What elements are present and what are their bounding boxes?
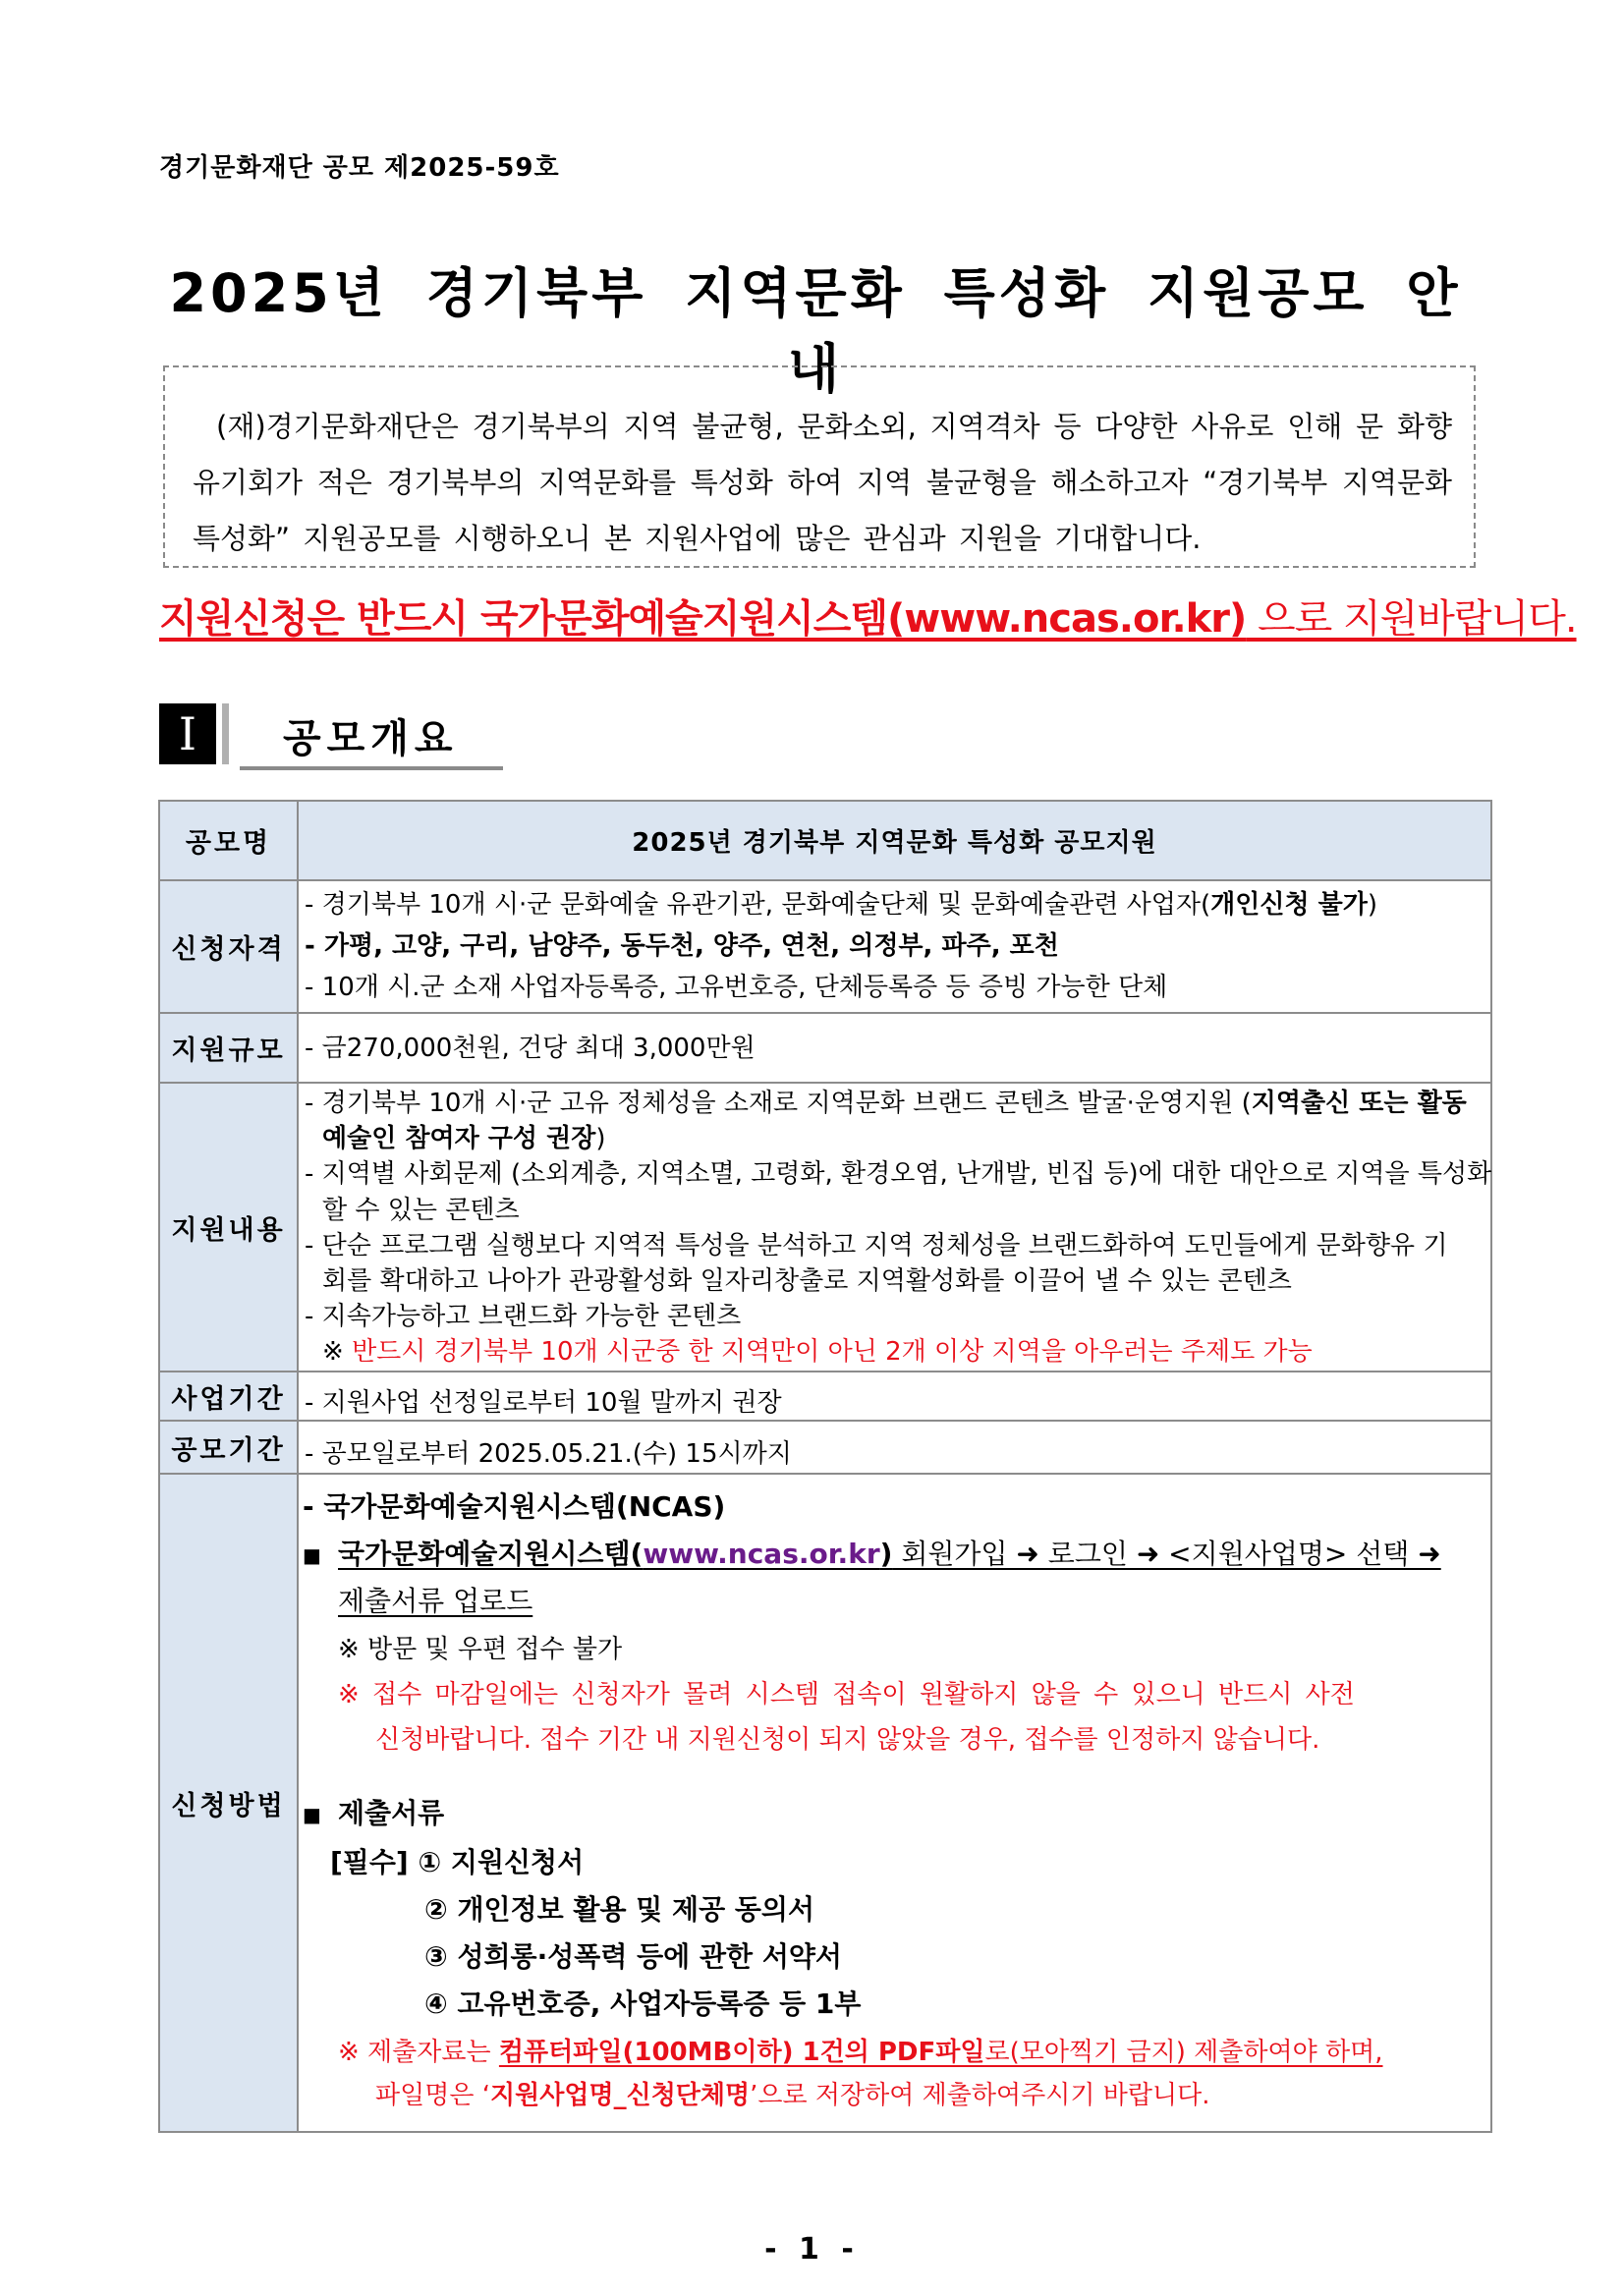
content-line-7: - 지속가능하고 브랜드화 가능한 콘텐츠 [305, 1302, 742, 1332]
doc-item-1: [필수] ① 지원신청서 [330, 1846, 585, 1878]
section-number: I [159, 703, 216, 764]
intro-line-1: (재)경기문화재단은 경기북부의 지역 불균형, 문화소외, 지역격차 등 다양한 사유로 인해 문 [216, 410, 1384, 443]
label-eligibility: 신청자격 [159, 880, 298, 1013]
intro-box [163, 365, 1476, 568]
method-note-2: ※ 접수 마감일에는 신청자가 몰려 시스템 접속이 원활하지 않을 수 있으니 반드시 사전 [338, 1680, 1355, 1709]
method-note-3: 신청바랍니다. 접수 기간 내 지원신청이 되지 않았을 경우, 접수를 인정하지 않습니다. [375, 1725, 1320, 1755]
eligibility-cell [305, 884, 1488, 1008]
eligibility-line-1: - 경기북부 10개 시·군 문화예술 유관기관, 문화예술단체 및 문화예술관련 사업자(개인신청 불가) [305, 890, 1378, 920]
deadline-value: - 공모일로부터 2025.05.21.(수) 15시까지 [305, 1439, 792, 1469]
content-line-3: - 지역별 사회문제 (소외계층, 지역소멸, 고령화, 환경오염, 난개발, 빈집 등)에 대한 대안으로 지역을 특성화 [305, 1159, 1492, 1190]
file-note-2: 파일명은 ‘지원사업명_신청단체명’으로 저장하여 제출하여주시기 바랍니다. [375, 2081, 1210, 2110]
period-value: - 지원사업 선정일로부터 10월 말까지 권장 [305, 1388, 782, 1418]
content-line-1: - 경기북부 10개 시·군 고유 정체성을 소재로 지역문화 브랜드 콘텐츠 발굴·운영지원 (지역출신 또는 활동 [305, 1089, 1467, 1118]
content-line-5: - 단순 프로그램 실행보다 지역적 특성을 분석하고 지역 정체성을 브랜드화하여 도민들에게 문화향유 기 [305, 1230, 1448, 1260]
section-underline [240, 766, 503, 770]
doc-item-3: ③ 성희롱·성폭력 등에 관한 서약서 [424, 1940, 842, 1973]
content-line-8: ※ 반드시 경기북부 10개 시군중 한 지역만이 아닌 2개 이상 지역을 아우러는 주제도 가능 [322, 1337, 1313, 1368]
eligibility-line-3: - 10개 시.군 소재 사업자등록증, 고유번호증, 단체등록증 등 증빙 가능한 단체 [305, 973, 1168, 1002]
bullet-square: ■ [303, 1543, 321, 1567]
apply-notice-tail: 으로 지원바랍니다. [1246, 596, 1577, 642]
apply-notice [159, 588, 1577, 644]
doc-item-2: ② 개인정보 활용 및 제공 동의서 [424, 1893, 815, 1926]
label-scale: 지원규모 [159, 1013, 298, 1083]
content-cell [305, 1086, 1492, 1371]
method-note-1: ※ 방문 및 우편 접수 불가 [338, 1635, 623, 1664]
method-heading: - 국가문화예술지원시스템(NCAS) [303, 1490, 726, 1523]
label-period: 사업기간 [159, 1372, 298, 1421]
label-name: 공모명 [159, 801, 298, 880]
page-number: - 1 - [764, 2232, 860, 2267]
scale-value: - 금270,000천원, 건당 최대 3,000만원 [305, 1034, 756, 1063]
label-content: 지원내용 [159, 1083, 298, 1372]
label-method: 신청방법 [159, 1474, 298, 2132]
method-cell [303, 1485, 1486, 2118]
value-name: 2025년 경기북부 지역문화 특성화 공모지원 [298, 801, 1491, 880]
file-note-1: ※ 제출자료는 컴퓨터파일(100MB이하) 1건의 PDF파일로(모아찍기 금지) 제출하여야 하며, [338, 2038, 1383, 2067]
method-step-2: 제출서류 업로드 [338, 1585, 533, 1617]
document-title: 2025년 경기북부 지역문화 특성화 지원공모 안내 [169, 262, 1462, 400]
content-line-6: 회를 확대하고 나아가 관광활성화 일자리창출로 지역활성화를 이끌어 낼 수 있는 콘텐츠 [322, 1266, 1292, 1297]
bullet-square: ■ [303, 1803, 321, 1826]
label-deadline: 공모기간 [159, 1421, 298, 1474]
intro-line-2: 화향유기회가 적은 경기북부의 지역문화를 특성화 하여 지역 불균형을 해소하고자 “경기북부 [193, 410, 1452, 499]
docs-heading: ■ 제출서류 [303, 1797, 445, 1829]
eligibility-line-2: - 가평, 고양, 구리, 남양주, 동두천, 양주, 연천, 의정부, 파주, 포천 [305, 931, 1059, 961]
content-line-2: 예술인 참여자 구성 권장) [322, 1124, 606, 1154]
section-divider [222, 703, 229, 764]
apply-notice-main: 지원신청은 반드시 국가문화예술지원시스템(www.ncas.or.kr) [159, 596, 1247, 642]
intro-line-3: 지역문화 특성화” 지원공모를 시행하오니 본 지원사업에 많은 관심과 지원을 기대합니다. [193, 466, 1452, 555]
method-step-1: ■ 국가문화예술지원시스템(www.ncas.or.kr) 회원가입 ➜ 로그인 ➜ <지원사업명> 선택 ➜ [303, 1538, 1441, 1570]
doc-item-4: ④ 고유번호증, 사업자등록증 등 1부 [424, 1988, 862, 2020]
section-heading [159, 703, 503, 770]
notice-number: 경기문화재단 공모 제2025-59호 [159, 153, 560, 183]
section-title: 공모개요 [283, 716, 459, 761]
content-line-4: 할 수 있는 콘텐츠 [322, 1195, 520, 1225]
